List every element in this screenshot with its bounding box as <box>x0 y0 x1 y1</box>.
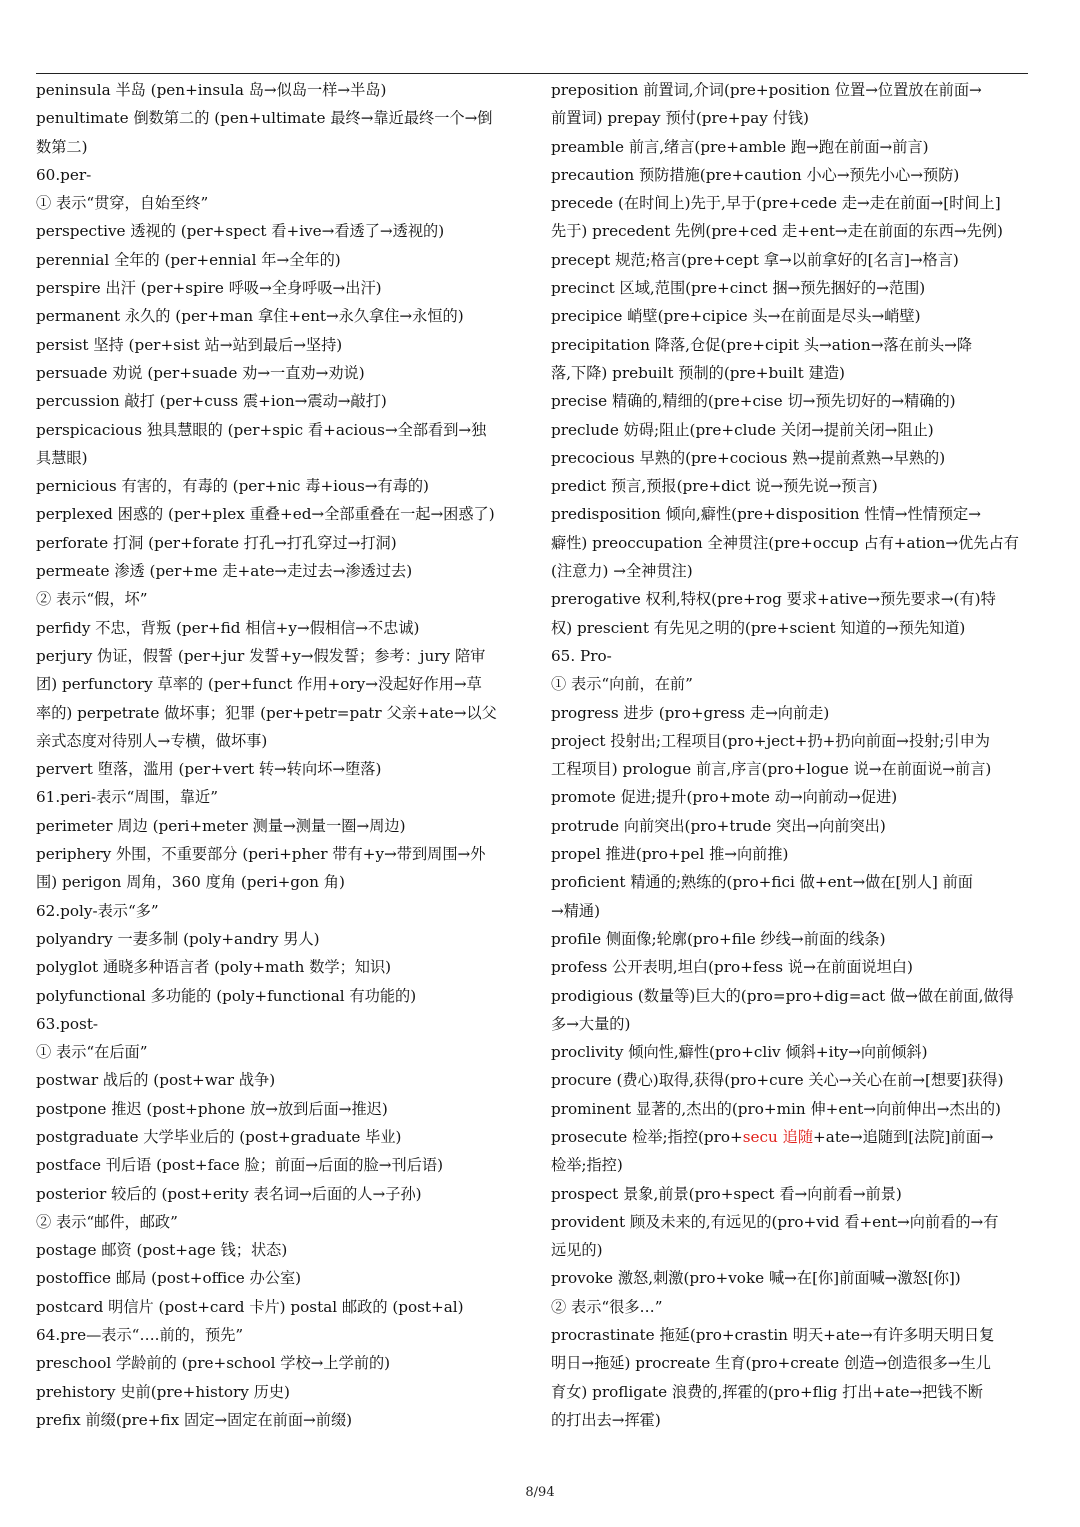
text-line: 育女) profligate 浪费的,挥霍的(pro+flig 打出+ate→把钱不断 <box>551 1382 983 1401</box>
text-line: perforate 打洞 (per+forate 打孔→打孔穿过→打洞) <box>36 533 397 552</box>
text-segment: prosecute 检举;指控(pro+ <box>551 1127 743 1146</box>
text-line: pernicious 有害的，有毒的 (per+nic 毒+ious→有毒的) <box>36 477 429 496</box>
text-line: 的打出去→挥霍) <box>551 1410 661 1429</box>
text-line: postage 邮资 (post+age 钱；状态) <box>36 1241 288 1260</box>
text-line: 60.per- <box>36 165 92 184</box>
text-line: peninsula 半岛 (pen+insula 岛→似岛一样→半岛) <box>36 81 387 99</box>
text-line: precise 精确的,精细的(pre+cise 切→预先切好的→精确的) <box>551 392 956 411</box>
text-line: preposition 前置词,介词(pre+position 位置→位置放在前面→ <box>551 81 982 99</box>
text-line: propel 推进(pro+pel 推→向前推) <box>551 845 789 864</box>
text-line: polyfunctional 多功能的 (poly+functional 有功能的) <box>36 986 417 1005</box>
left-column <box>36 76 516 1434</box>
text-line: perspective 透视的 (per+spect 看+ive→看透了→透视的) <box>36 222 445 241</box>
text-line: proclivity 倾向性,癖性(pro+cliv 倾斜+ity→向前倾斜) <box>551 1043 928 1062</box>
text-line: prehistory 史前(pre+history 历史) <box>36 1382 290 1401</box>
text-line: periphery 外围，不重要部分 (peri+pher 带有+y→带到周围→外 <box>36 845 486 864</box>
text-line: 亲式态度对待别人→专横，做坏事) <box>36 731 268 750</box>
text-line: posterior 较后的 (post+erity 表名词→后面的人→子孙) <box>36 1184 422 1203</box>
text-line: proficient 精通的;熟练的(pro+fici 做+ent→做在[别人] 前面 <box>551 873 973 892</box>
text-line: predict 预言,预报(pre+dict 说→预先说→预言) <box>551 477 878 496</box>
text-line: (注意力) →全神贯注) <box>551 562 693 581</box>
text-line: persuade 劝说 (per+suade 劝→一直劝→劝说) <box>36 363 365 382</box>
text-line: promote 促进;提升(pro+mote 动→向前动→促进) <box>551 788 898 807</box>
text-line: precept 规范;格言(pre+cept 拿→以前拿好的[名言]→格言) <box>551 250 959 269</box>
text-line: profess 公开表明,坦白(pro+fess 说→在前面说坦白) <box>551 958 913 977</box>
text-line: preclude 妨碍;阻止(pre+clude 关闭→提前关闭→阻止) <box>551 420 934 439</box>
text-line: 围) perigon 周角，360 度角 (peri+gon 角) <box>36 873 345 892</box>
text-line: prodigious (数量等)巨大的(pro=pro+dig=act 做→做在前面,做得 <box>551 986 1014 1005</box>
text-line: 61.peri-表示“周围，靠近” <box>36 788 218 807</box>
text-line: ② 表示“假，坏” <box>36 590 148 609</box>
header-rule <box>36 73 1028 74</box>
text-line: protrude 向前突出(pro+trude 突出→向前突出) <box>551 816 886 835</box>
text-line: permanent 永久的 (per+man 拿住+ent→永久拿住→永恒的) <box>36 307 464 326</box>
text-line: 数第二) <box>36 137 88 156</box>
text-line: ① 表示“贯穿，自始至终” <box>36 194 209 213</box>
text-line: procure (费心)取得,获得(pro+cure 关心→关心在前→[想要]获得) <box>551 1071 1004 1090</box>
text-line: perspire 出汗 (per+spire 呼吸→全身呼吸→出汗) <box>36 279 382 298</box>
text-line: percussion 敲打 (per+cuss 震+ion→震动→敲打) <box>36 392 387 411</box>
text-line: precocious 早熟的(pre+cocious 熟→提前煮熟→早熟的) <box>551 448 946 467</box>
text-line: procrastinate 拖延(pro+crastin 明天+ate→有许多明天明日复 <box>551 1326 995 1345</box>
text-segment: +ate→追随到[法院]前面→ <box>813 1127 994 1146</box>
text-line: perspicacious 独具慧眼的 (per+spic 看+acious→全部看到→独 <box>36 420 487 439</box>
highlighted-text: secu 追随 <box>742 1127 814 1146</box>
text-line: 工程项目) prologue 前言,序言(pro+logue 说→在前面说→前言) <box>551 760 992 779</box>
text-line: 率的) perpetrate 做坏事；犯罪 (per+petr=patr 父亲+ate→以父 <box>36 703 497 722</box>
text-line: ① 表示“向前，在前” <box>551 675 693 694</box>
text-line: persist 坚持 (per+sist 站→站到最后→坚持) <box>36 335 343 354</box>
text-line: postgraduate 大学毕业后的 (post+graduate 毕业) <box>36 1127 402 1146</box>
text-line <box>551 1123 1031 1151</box>
text-line: polyandry 一妻多制 (poly+andry 男人) <box>36 929 320 948</box>
text-line: precede (在时间上)先于,早于(pre+cede 走→走在前面→[时间上] <box>551 194 1001 213</box>
text-line: predisposition 倾向,癖性(pre+disposition 性情→性情预定→ <box>551 505 981 524</box>
text-line: postface 刊后语 (post+face 脸；前面→后面的脸→刊后语) <box>36 1156 443 1175</box>
text-line: project 投射出;工程项目(pro+ject+扔+扔向前面→投射;引申为 <box>551 731 990 750</box>
text-line: precaution 预防措施(pre+caution 小心→预先小心→预防) <box>551 165 960 184</box>
text-line: precipitation 降落,仓促(pre+cipit 头→ation→落在前头→降 <box>551 335 973 354</box>
text-line: 癖性) preoccupation 全神贯注(pre+occup 占有+ation→优先占有 <box>551 533 1019 552</box>
text-line: preschool 学龄前的 (pre+school 学校→上学前的) <box>36 1354 391 1373</box>
text-line: ① 表示“在后面” <box>36 1043 148 1062</box>
text-line: progress 进步 (pro+gress 走→向前走) <box>551 703 830 722</box>
text-line: postpone 推迟 (post+phone 放→放到后面→推迟) <box>36 1099 388 1118</box>
text-line: 团) perfunctory 草率的 (per+funct 作用+ory→没起好作用→草 <box>36 675 482 694</box>
text-line: prominent 显著的,杰出的(pro+min 伸+ent→向前伸出→杰出的) <box>551 1099 1001 1118</box>
text-line: perplexed 困惑的 (per+plex 重叠+ed→全部重叠在一起→困惑了) <box>36 505 495 524</box>
text-line: provoke 激怒,刺激(pro+voke 喊→在[你]前面喊→激怒[你]) <box>551 1269 961 1288</box>
text-line: provident 顾及未来的,有远见的(pro+vid 看+ent→向前看的→有 <box>551 1212 999 1231</box>
text-line: prefix 前缀(pre+fix 固定→固定在前面→前缀) <box>36 1410 353 1429</box>
text-line: 63.post- <box>36 1014 99 1033</box>
right-column <box>551 76 1031 1434</box>
text-line: prospect 景象,前景(pro+spect 看→向前看→前景) <box>551 1184 902 1203</box>
text-line: 前置词) prepay 预付(pre+pay 付钱) <box>551 109 809 128</box>
text-line: postoffice 邮局 (post+office 办公室) <box>36 1269 302 1288</box>
text-line: perennial 全年的 (per+ennial 年→全年的) <box>36 250 341 269</box>
text-line: 先于) precedent 先例(pre+ced 走+ent→走在前面的东西→先例) <box>551 222 1003 241</box>
text-line: →精通) <box>551 901 601 920</box>
text-line: 落,下降) prebuilt 预制的(pre+built 建造) <box>551 363 845 382</box>
text-line: 62.poly-表示“多” <box>36 901 159 920</box>
text-line: polyglot 通晓多种语言者 (poly+math 数学；知识) <box>36 958 392 977</box>
text-line: ② 表示“邮件，邮政” <box>36 1212 178 1231</box>
text-line: 具慧眼) <box>36 448 88 467</box>
text-line: 64.pre—表示“….前的，预先” <box>36 1326 244 1345</box>
text-line: preamble 前言,绪言(pre+amble 跑→跑在前面→前言) <box>551 137 929 156</box>
text-line: 检举;指控) <box>551 1156 623 1175</box>
text-line: postwar 战后的 (post+war 战争) <box>36 1071 276 1090</box>
text-line: precinct 区域,范围(pre+cinct 捆→预先捆好的→范围) <box>551 279 926 298</box>
text-line: perjury 伪证，假誓 (per+jur 发誓+y→假发誓；参考：jury 陪审 <box>36 646 486 665</box>
text-line: prerogative 权利,特权(pre+rog 要求+ative→预先要求→(有)特 <box>551 590 996 609</box>
text-line: permeate 渗透 (per+me 走+ate→走过去→渗透过去) <box>36 562 413 581</box>
text-line: perfidy 不忠，背叛 (per+fid 相信+y→假相信→不忠诚) <box>36 618 420 637</box>
text-line: 65. Pro- <box>551 646 612 665</box>
text-line: profile 侧面像;轮廓(pro+file 纱线→前面的线条) <box>551 929 886 948</box>
text-line: perimeter 周边 (peri+meter 测量→测量一圈→周边) <box>36 816 406 835</box>
text-line: penultimate 倒数第二的 (pen+ultimate 最终→靠近最终一个→倒 <box>36 109 493 128</box>
text-line: 远见的) <box>551 1241 603 1260</box>
text-line: 多→大量的) <box>551 1014 631 1033</box>
text-line: postcard 明信片 (post+card 卡片) postal 邮政的 (post+al) <box>36 1297 464 1316</box>
page-number: 8/94 <box>525 1485 555 1500</box>
text-line: 明日→拖延) procreate 生育(pro+create 创造→创造很多→生儿 <box>551 1354 991 1373</box>
text-line: pervert 堕落，滥用 (per+vert 转→转向坏→堕落) <box>36 760 382 779</box>
text-line: ② 表示“很多…” <box>551 1297 663 1316</box>
text-line: 权) prescient 有先见之明的(pre+scient 知道的→预先知道) <box>551 618 966 637</box>
text-line: precipice 峭壁(pre+cipice 头→在前面是尽头→峭壁) <box>551 307 921 326</box>
